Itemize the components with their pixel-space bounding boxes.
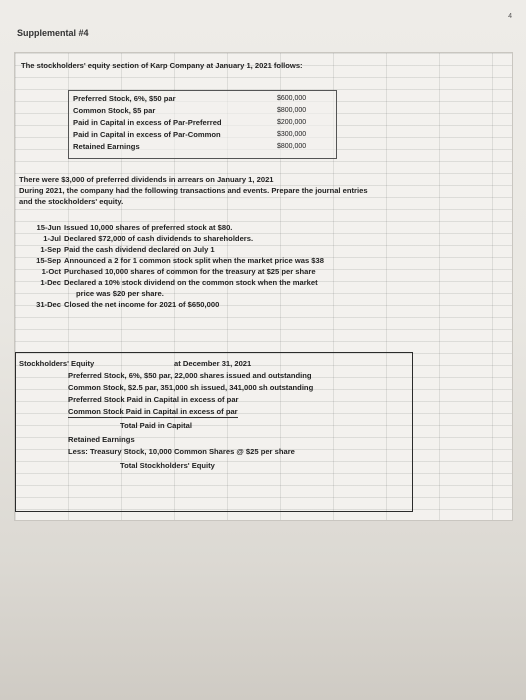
transaction-text: Purchased 10,000 shares of common for the treasury at $25 per share bbox=[64, 267, 316, 276]
balance-amount: $300,000 bbox=[277, 131, 307, 138]
note-line: There were $3,000 of preferred dividends in arrears on January 1, 2021 bbox=[19, 175, 274, 184]
balance-label: Retained Earnings bbox=[73, 142, 140, 151]
note-line: and the stockholders' equity. bbox=[19, 197, 124, 206]
transaction-date: 31-Dec bbox=[36, 300, 61, 309]
note-line: During 2021, the company had the following transactions and events. Prepare the journal entries bbox=[19, 186, 368, 195]
balance-amount: $800,000 bbox=[277, 107, 307, 114]
transaction-date: 15-Sep bbox=[36, 256, 61, 265]
statement-line: Preferred Stock, 6%, $50 par, 22,000 shares issued and outstanding bbox=[68, 371, 312, 380]
transaction-date: 1-Jul bbox=[43, 234, 61, 243]
statement-line: Preferred Stock Paid in Capital in excess of par bbox=[68, 395, 239, 404]
transaction-row bbox=[25, 278, 318, 288]
balance-label: Paid in Capital in excess of Par-Common bbox=[73, 130, 221, 139]
transaction-text: Paid the cash dividend declared on July 1 bbox=[64, 245, 215, 254]
transaction-text: Declared $72,000 of cash dividends to shareholders. bbox=[64, 234, 254, 243]
stockholders-equity-statement bbox=[15, 352, 413, 512]
transaction-row bbox=[25, 300, 219, 310]
total-stockholders-equity: Total Stockholders' Equity bbox=[120, 461, 215, 470]
transaction-date: 1-Oct bbox=[41, 267, 61, 276]
balance-label: Preferred Stock, 6%, $50 par bbox=[73, 94, 176, 103]
transaction-row bbox=[25, 256, 324, 266]
transaction-text: Declared a 10% stock dividend on the common stock when the market bbox=[64, 278, 318, 287]
page-title: Supplemental #4 bbox=[17, 28, 89, 38]
transactions-list bbox=[25, 213, 343, 345]
opening-balances-box bbox=[68, 90, 337, 159]
transaction-text: Announced a 2 for 1 common stock split when the market price was $38 bbox=[64, 256, 324, 265]
balance-label: Paid in Capital in excess of Par-Preferred bbox=[73, 118, 222, 127]
transaction-row bbox=[25, 289, 164, 299]
transaction-row bbox=[25, 223, 232, 233]
transaction-date: 1-Dec bbox=[40, 278, 61, 287]
transaction-text: Closed the net income for 2021 of $650,000 bbox=[64, 300, 220, 309]
retained-earnings-line: Retained Earnings bbox=[68, 435, 135, 444]
statement-line: Common Stock, $2.5 par, 351,000 sh issued, 341,000 sh outstanding bbox=[68, 383, 314, 392]
transaction-row bbox=[25, 234, 253, 244]
transaction-row bbox=[25, 267, 316, 277]
page-number: 4 bbox=[508, 13, 512, 20]
transaction-date: 15-Jun bbox=[36, 223, 61, 232]
statement-date: at December 31, 2021 bbox=[174, 359, 252, 368]
treasury-stock-line: Less: Treasury Stock, 10,000 Common Shares @ $25 per share bbox=[68, 447, 295, 456]
total-paid-in-capital: Total Paid in Capital bbox=[120, 421, 193, 430]
statement-line: Common Stock Paid in Capital in excess of par bbox=[68, 407, 238, 416]
transaction-row bbox=[25, 245, 215, 255]
balance-amount: $800,000 bbox=[277, 143, 307, 150]
balance-amount: $200,000 bbox=[277, 119, 307, 126]
transaction-date: 1-Sep bbox=[40, 245, 61, 254]
balance-label: Common Stock, $5 par bbox=[73, 106, 156, 115]
transaction-text: price was $20 per share. bbox=[76, 289, 164, 298]
statement-heading: Stockholders' Equity bbox=[19, 359, 95, 368]
transaction-text: Issued 10,000 shares of preferred stock at $80. bbox=[64, 223, 233, 232]
spreadsheet-printout bbox=[14, 52, 513, 521]
balance-amount: $600,000 bbox=[277, 95, 307, 102]
intro-text: The stockholders' equity section of Karp Company at January 1, 2021 follows: bbox=[21, 61, 303, 70]
